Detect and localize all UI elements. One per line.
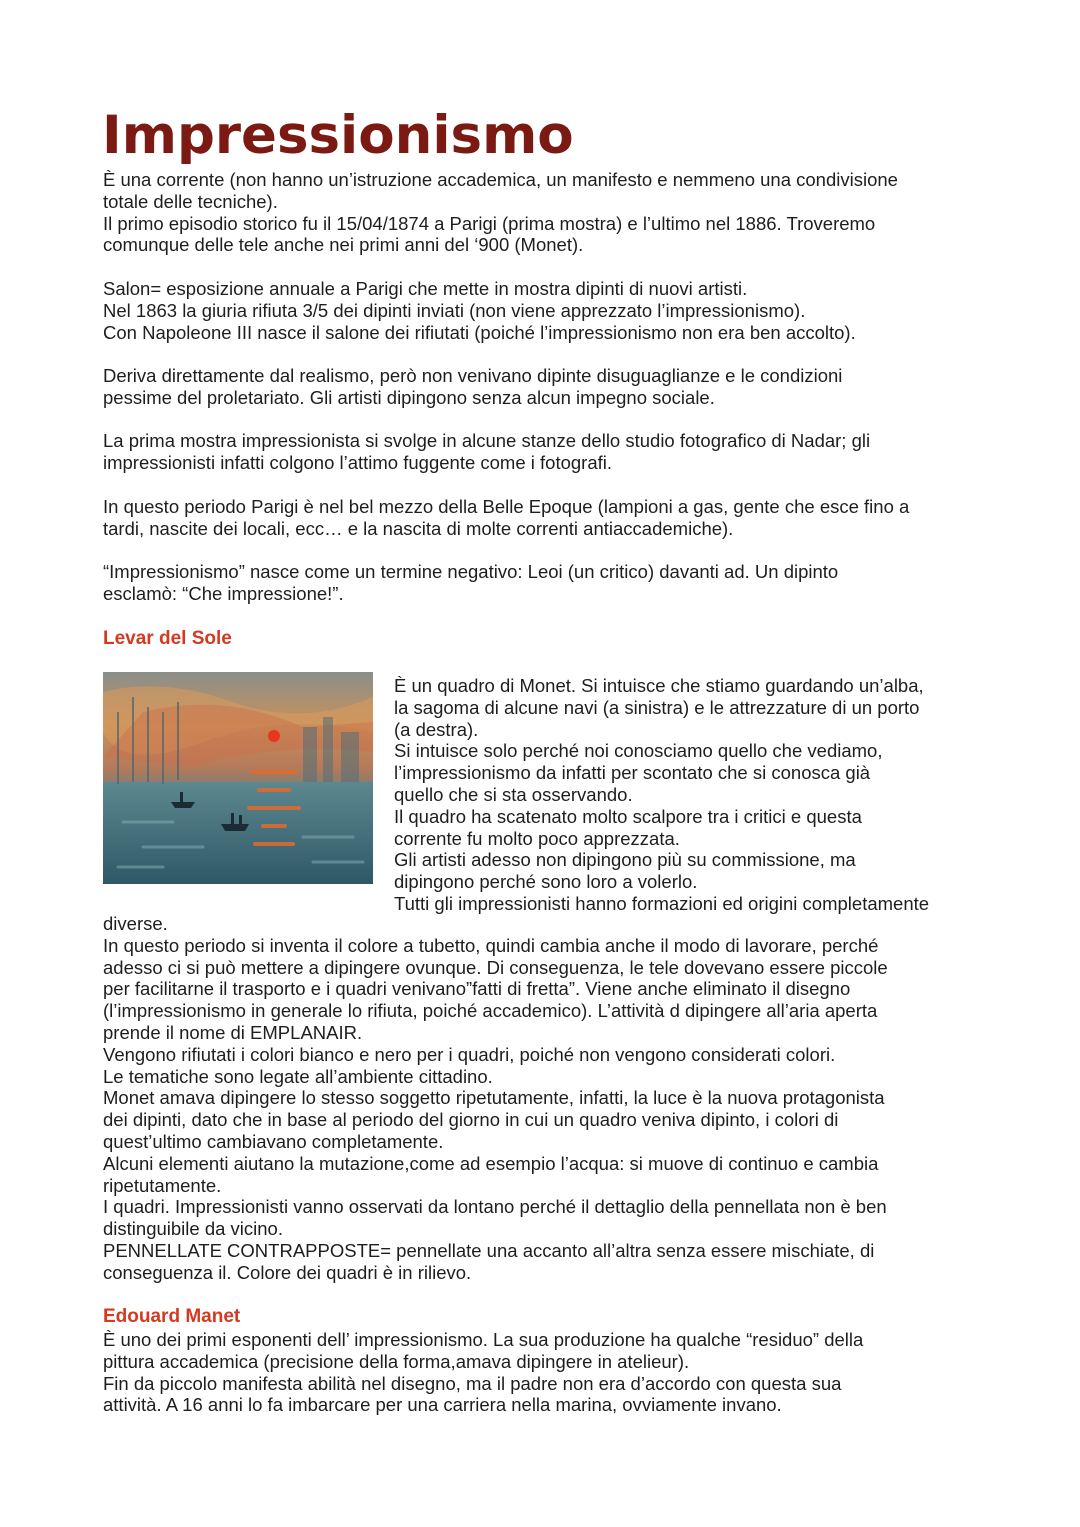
text-line: (l’impressionismo in generale lo rifiuta, poiché accademico). L’attività d dipingere all’aria aperta (103, 1000, 878, 1022)
text-line: Tutti gli impressionisti hanno formazioni ed origini completamente (394, 892, 930, 914)
manet-paragraph (103, 1329, 863, 1416)
text-line: tardi, nascite dei locali, ecc… e la nascita di molte correnti antiaccademiche). (103, 517, 734, 539)
text-line: È una corrente (non hanno un’istruzione accademica, un manifesto e nemmeno una condivisione (103, 169, 898, 190)
text-line: totale delle tecniche). (103, 190, 278, 212)
text-line: Deriva direttamente dal realismo, però non venivano dipinte disuguaglianze e le condizioni (103, 365, 843, 386)
section-heading-levar-del-sole: Levar del Sole (103, 628, 232, 649)
text-line: Si intuisce solo perché noi conosciamo quello che vediamo, (394, 740, 883, 762)
text-line: adesso ci si può mettere a dipingere ovunque. Di conseguenza, le tele dovevano essere piccole (103, 956, 888, 978)
text-line: I quadri. Impressionisti vanno osservati da lontano perché il dettaglio della pennellata non è ben (103, 1196, 887, 1218)
realismo-paragraph (103, 365, 842, 409)
text-line: corrente fu molto poco apprezzata. (394, 827, 680, 849)
text-line: Gli artisti adesso non dipingono più su commissione, ma (394, 849, 856, 871)
text-line: l’impressionismo da infatti per scontato che si conosca già (394, 762, 871, 784)
levar-body-paragraph (103, 913, 888, 1284)
text-line: È un quadro di Monet. Si intuisce che stiamo guardando un’alba, (394, 675, 924, 696)
text-line: attività. A 16 anni lo fa imbarcare per una carriera nella marina, ovviamente invano. (103, 1394, 782, 1416)
text-line: La prima mostra impressionista si svolge in alcune stanze dello studio fotografico di Nadar; gli (103, 430, 871, 451)
text-line: È uno dei primi esponenti dell’ impressionismo. La sua produzione ha qualche “residuo” della (103, 1329, 864, 1350)
text-line: conseguenza il. Colore dei quadri è in rilievo. (103, 1261, 472, 1283)
text-line: PENNELLATE CONTRAPPOSTE= pennellate una accanto all’altra senza essere mischiate, di (103, 1239, 875, 1261)
text-line: esclamò: “Che impressione!”. (103, 582, 344, 604)
levar-side-paragraph (394, 675, 929, 915)
belle-epoque-paragraph (103, 496, 909, 540)
text-line: distinguibile da vicino. (103, 1218, 283, 1240)
text-line: “Impressionismo” nasce come un termine negativo: Leoi (un critico) davanti ad. Un dipinto (103, 561, 839, 582)
text-line: Nel 1863 la giuria rifiuta 3/5 dei dipinti inviati (non viene apprezzato l’impressionismo). (103, 299, 806, 321)
text-line: Vengono rifiutati i colori bianco e nero per i quadri, poiché non vengono considerati colori. (103, 1043, 836, 1065)
text-line: Monet amava dipingere lo stesso soggetto ripetutamente, infatti, la luce è la nuova protagonista (103, 1087, 885, 1109)
text-line: quello che si sta osservando. (394, 783, 633, 805)
text-line: dei dipinti, dato che in base al periodo del giorno in cui un quadro veniva dipinto, i colori di (103, 1109, 839, 1131)
text-line: ripetutamente. (103, 1174, 222, 1196)
text-line: pittura accademica (precisione della forma,amava dipingere in atelieur). (103, 1350, 690, 1372)
text-line: Il quadro ha scatenato molto scalpore tra i critici e questa (394, 805, 862, 827)
text-line: Salon= esposizione annuale a Parigi che mette in mostra dipinti di nuovi artisti. (103, 278, 748, 299)
text-line: diverse. (103, 913, 168, 934)
impression-sunrise-painting (103, 672, 373, 884)
text-line: Con Napoleone III nasce il salone dei rifiutati (poiché l’impressionismo non era ben accolto). (103, 321, 856, 343)
section-heading-edouard-manet: Edouard Manet (103, 1306, 241, 1327)
mostra-paragraph (103, 430, 870, 474)
text-line: In questo periodo Parigi è nel bel mezzo della Belle Epoque (lampioni a gas, gente che esce fino a (103, 496, 910, 517)
text-line: Il primo episodio storico fu il 15/04/1874 a Parigi (prima mostra) e l’ultimo nel 1886. Troveremo (103, 212, 876, 234)
text-line: impressionisti infatti colgono l’attimo fuggente come i fotografi. (103, 451, 613, 473)
page-title: Impressionismo (102, 105, 574, 166)
salon-paragraph (103, 278, 856, 343)
text-line: In questo periodo si inventa il colore a tubetto, quindi cambia anche il modo di lavorare, perché (103, 934, 879, 956)
text-line: Le tematiche sono legate all’ambiente cittadino. (103, 1065, 493, 1087)
text-line: pessime del proletariato. Gli artisti dipingono senza alcun impegno sociale. (103, 386, 715, 408)
intro-paragraph (103, 169, 898, 256)
text-line: (a destra). (394, 718, 479, 740)
text-line: quest’ultimo cambiavano completamente. (103, 1130, 444, 1152)
text-line: per facilitarne il trasporto e i quadri venivano”fatti di fretta”. Viene anche eliminato il disegno (103, 978, 851, 1000)
text-line: prende il nome di EMPLANAIR. (103, 1021, 363, 1043)
text-line: dipingono perché sono loro a volerlo. (394, 871, 698, 893)
text-line: comunque delle tele anche nei primi anni del ‘900 (Monet). (103, 234, 584, 256)
text-line: la sagoma di alcune navi (a sinistra) e le attrezzature di un porto (394, 696, 920, 718)
text-line: Fin da piccolo manifesta abilità nel disegno, ma il padre non era d’accordo con questa sua (103, 1372, 842, 1394)
nome-paragraph (103, 561, 838, 605)
text-line: Alcuni elementi aiutano la mutazione,come ad esempio l’acqua: si muove di continuo e cambia (103, 1152, 879, 1174)
